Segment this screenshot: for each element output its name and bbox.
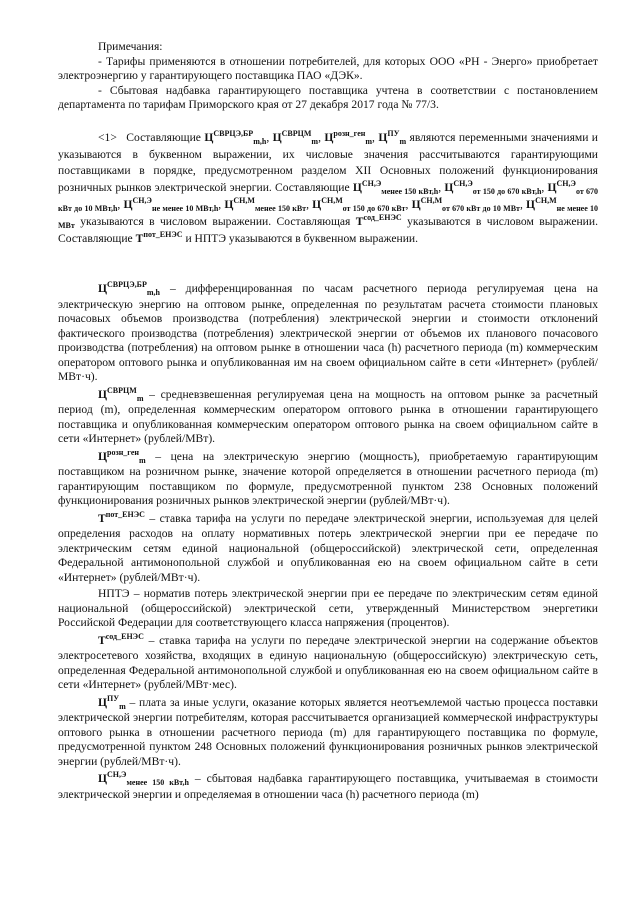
note-1: - Тарифы применяются в отношении потребителей, для которых ООО «РН - Энерго» приобретает электроэнергию у гарантирующего поставщика ПАО «ДЭК». (58, 54, 598, 82)
footnote-text-1: являются переменными значениями и указываются в буквенном выражении, их числовые значения рассчитываются гарантирующими поставщиками в порядке, предусмотренном разделом XII Основных положений функционирования розничных рынков электрической энергии. Составляющие (58, 131, 599, 194)
definition-item: $Т^{сод\_ЕНЭС}$ – ставка тарифа на услуги по передаче электрической энергии на содержание объектов электросетевого хозяйства, входящих в единую национальную (общероссийскую) электрическую сеть, определенная Федеральной антимонопольной службой и опубликованная ею на своем официальном сайте в сети «Интернет» (рублей/МВт·мес). (58, 631, 598, 691)
footnote-text-2: указываются в числовом выражении. Составляющая (80, 215, 351, 229)
definition-item: $Ц^{ПУ}_m$ – плата за иные услуги, оказание которых является неотъемлемой частью процесса поставки электрической энергии потребителям, которая рассчитывается организацией коммерческой инфраструктуры оптового рынка в отношении расчетного периода (m) для гарантирующего поставщика по формуле, предусмотренной пунктом 248 Основных положений функционирования розничных рынков электрической энергии (рублей/МВт·ч). (58, 693, 598, 768)
definition-item: $Ц^{СН,Э}_{менее 150 кВт,h}$ – сбытовая надбавка гарантирующего поставщика, учитываемая в стоимости электрической энергии и определяемая в отношении часа (h) расчетного периода (m) (58, 770, 598, 801)
definition-item: $Т^{пот\_ЕНЭС}$ – ставка тарифа на услуги по передаче электрической энергии, используемая для целей определения расходов на оплату нормативных потерь электрической энергии при ее передаче по электрическим сетям единой национальной (общероссийской) электрической сети, определенная Федеральной антимонопольной службой и опубликованная ею на своем официальном сайте в сети «Интернет» (рублей/МВт·ч). (58, 509, 598, 584)
component-c3: $Ц^{розн\_ген}_m$ (324, 129, 373, 146)
definition-item: НПТЭ – норматив потерь электрической энергии при ее передаче по электрическим сетям единой национальной (общероссийской) электрической сети, утвержденный Министерством энергетики Российской Федерации для соответствующего класса напряжения (процентов). (58, 587, 598, 629)
definition-item: $Ц^{СВРЦЭ,БР}_{m,h}$ – дифференцированная по часам расчетного периода регулируемая цена на электрическую энергию на оптовом рынке, определенная по результатам расчета стоимости плановых почасовых объемов производства (потребления) электрической энергии и стоимости отклонений фактического производства (потребления) электрической энергии от объемов их планового почасового производства (потребления) на оптовом рынке в отношении часа (h) расчетного периода (m) коммерческим оператором оптового рынка и опубликованная им на своем официальном сайте в сети «Интернет» (рублей/МВт·ч). (58, 280, 598, 383)
footnote-1: <1> Составляющие $Ц^{СВРЦЭ,БР}_{m,h}$, $Ц^{СВРЦМ}_m$, $Ц^{розн\_ген}_m$, $Ц^{ПУ}_m$ являются переменными значениями и указываются в буквенном выражении, их числовые значения рассчитываются гарантирующими поставщиками в порядке, предусмотренном разделом XII Основных положений функционирования розничных рынков электрической энергии. Составляющие $Ц^{СН,Э}_{менее 150 кВт,h}$, $Ц^{СН,Э}_{от 150 до 670 кВт,h}$, $Ц^{СН,Э}_{от 670 кВт до 10 МВт,h}$, $Ц^{СН,Э}_{не менее 10 МВт,h}$, $Ц^{СН,М}_{менее 150 кВт}$, $Ц^{СН,М}_{от 150 до 670 кВт}$, $Ц^{СН,М}_{от 670 кВт до 10 МВт}$, $Ц^{СН,М}_{не менее 10 МВт}$ указываются в числовом выражении. Составляющая $Т^{сод\_ЕНЭС}$ указываются в числовом выражении. Составляющие $Т^{пот\_ЕНЭС}$ и НПТЭ указываются в буквенном выражении. (58, 129, 599, 246)
component-tpot: $Т^{пот\_ЕНЭС}$ (135, 230, 183, 246)
notes-title: Примечания: (98, 40, 163, 53)
footnote-text-4: и НПТЭ указываются в буквенном выражении. (185, 232, 419, 246)
component-k8: $Ц^{СН,М}_{не менее 10 МВт}$ (58, 195, 599, 231)
footnote-word: Составляющие (126, 131, 201, 144)
footnote-text-3: указываются в числовом выражении. Составляющие (58, 215, 598, 246)
component-c4: $Ц^{ПУ}_m$ (378, 129, 407, 146)
component-c1: $Ц^{СВРЦЭ,БР}_{m,h}$ (204, 129, 267, 146)
component-tsod: $Т^{сод\_ЕНЭС}$ (355, 213, 402, 229)
notes-section (58, 40, 598, 113)
component-k2: $Ц^{СН,Э}_{от 150 до 670 кВт,h}$ (444, 178, 542, 196)
component-c2: $Ц^{СВРЦМ}_m$ (272, 129, 319, 146)
component-k7: $Ц^{СН,М}_{от 670 кВт до 10 МВт}$ (411, 195, 520, 213)
component-k5: $Ц^{СН,М}_{менее 150 кВт}$ (224, 195, 307, 213)
component-k4: $Ц^{СН,Э}_{не менее 10 МВт,h}$ (123, 195, 219, 213)
definition-item: $Ц^{розн\_ген}_m$ – цена на электрическую энергию (мощность), приобретаемую гарантирующим поставщиком на розничном рынке, значение которой определяется в отношении расчетного периода (m) гарантирующим поставщиком по формуле, предусмотренной пунктом 238 Основных положений функционирования розничных рынков электрической энергии (рублей/МВт·ч). (58, 447, 598, 507)
definitions (58, 282, 598, 802)
component-k3: $Ц^{СН,Э}_{от 670 кВт до 10 МВт,h}$ (58, 178, 599, 213)
component-k1: $Ц^{СН,Э}_{менее 150 кВт,h}$ (352, 178, 439, 196)
component-k6: $Ц^{СН,М}_{от 150 до 670 кВт}$ (312, 195, 406, 213)
note-2: - Сбытовая надбавка гарантирующего поставщика учтена в соответствии с постановлением департамента по тарифам Приморского края от 27 декабря 2017 года № 77/3. (58, 83, 598, 111)
footnote-marker: <1> (98, 131, 117, 144)
definition-item: $Ц^{СВРЦМ}_m$ – средневзвешенная регулируемая цена на мощность на оптовом рынке за расчетный период (m), определенная коммерческим оператором оптового рынка в отношении гарантирующего поставщика и опубликованная коммерческим оператором оптового рынка на своем официальном сайте в сети «Интернет» (рублей/МВт). (58, 385, 598, 445)
